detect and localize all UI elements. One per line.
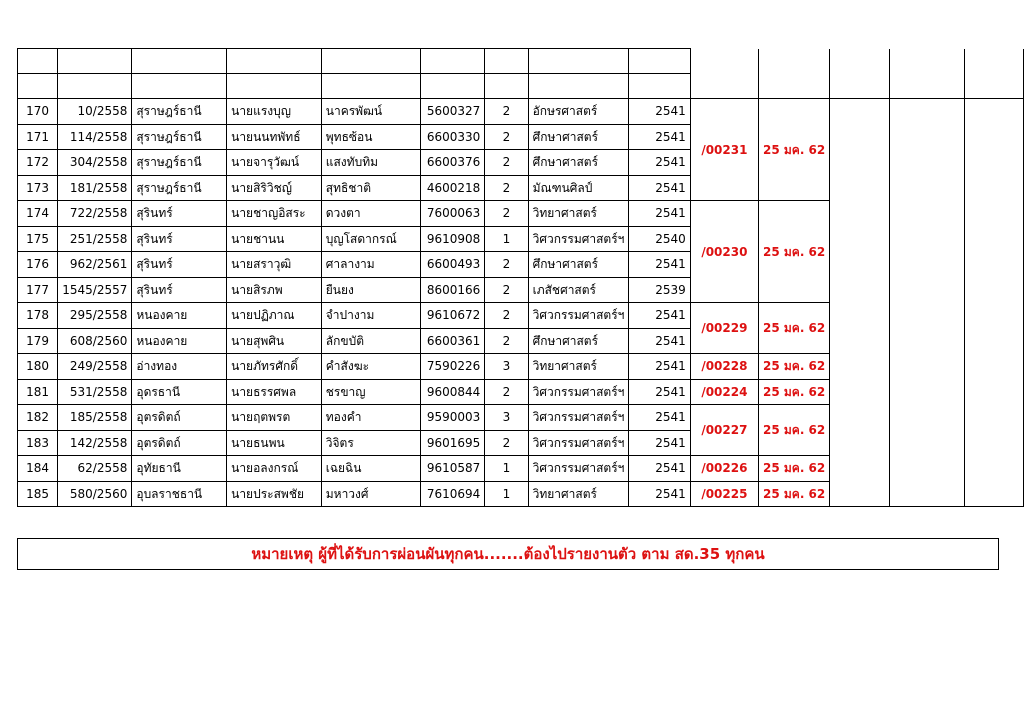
- cell-year: 2541: [629, 99, 690, 125]
- cell-last-name: ชรขาญ: [321, 379, 420, 405]
- cell-id: 9610908: [420, 226, 485, 252]
- note-text: หมายเหตุ ผู้ที่ได้รับการผ่อนผันทุกคน.......ต้องไปรายงานตัว ตาม สด.35 ทุกคน: [251, 545, 765, 563]
- cell-faculty: วิทยาศาสตร์: [528, 201, 629, 227]
- cell-first-name: นายนนทพัทธ์: [227, 124, 322, 150]
- cell-first-name: นายประสพชัย: [227, 481, 322, 507]
- cell-last-name: ลักขบัติ: [321, 328, 420, 354]
- cell-province: สุรินทร์: [132, 277, 227, 303]
- cell-grade: 2: [485, 99, 528, 125]
- cell-no: 174: [18, 201, 58, 227]
- cell-last-name: แสงทับทิม: [321, 150, 420, 176]
- cell-year: 2539: [629, 277, 690, 303]
- cell-letter-no: /00227: [690, 405, 758, 456]
- cell-order: 580/2560: [58, 481, 132, 507]
- cell-faculty: ศึกษาศาสตร์: [528, 252, 629, 278]
- cell-last-name: ทองคำ: [321, 405, 420, 431]
- cell-grade: 2: [485, 124, 528, 150]
- cell-province: สุราษฎร์ธานี: [132, 175, 227, 201]
- cell-letter-date: 25 มค. 62: [759, 405, 830, 456]
- cell-letter-no: /00225: [690, 481, 758, 507]
- cell-first-name: นายสราวุฒิ: [227, 252, 322, 278]
- cell-province: อุทัยธานี: [132, 456, 227, 482]
- cell-letter-no: /00224: [690, 379, 758, 405]
- table-row: [18, 99, 1024, 125]
- cell-first-name: นายอลงกรณ์: [227, 456, 322, 482]
- cell-order: 722/2558: [58, 201, 132, 227]
- cell-first-name: นายชานน: [227, 226, 322, 252]
- cell-last-name: จำปางาม: [321, 303, 420, 329]
- cell-year: 2541: [629, 252, 690, 278]
- cell-province: สุราษฎร์ธานี: [132, 99, 227, 125]
- cell-grade: 1: [485, 456, 528, 482]
- cell-id: 5600327: [420, 99, 485, 125]
- cell-order: 142/2558: [58, 430, 132, 456]
- cell-letter-no: /00230: [690, 201, 758, 303]
- cell-order: 1545/2557: [58, 277, 132, 303]
- cell-order: 304/2558: [58, 150, 132, 176]
- cell-year: 2541: [629, 379, 690, 405]
- cell-no: 171: [18, 124, 58, 150]
- cell-province: อุตรดิตถ์: [132, 430, 227, 456]
- cell-id: 6600361: [420, 328, 485, 354]
- cell-grade: 3: [485, 354, 528, 380]
- cell-first-name: นายชาญอิสระ: [227, 201, 322, 227]
- blank-column-cell: [889, 99, 964, 507]
- cell-grade: 2: [485, 150, 528, 176]
- cell-letter-date: 25 มค. 62: [759, 303, 830, 354]
- cell-order: 185/2558: [58, 405, 132, 431]
- cell-letter-no: /00226: [690, 456, 758, 482]
- cell-faculty: วิทยาศาสตร์: [528, 354, 629, 380]
- cell-id: 9610587: [420, 456, 485, 482]
- cell-last-name: มหาวงศ์: [321, 481, 420, 507]
- cell-year: 2541: [629, 303, 690, 329]
- cell-order: 608/2560: [58, 328, 132, 354]
- cell-last-name: วิจิตร: [321, 430, 420, 456]
- cell-no: 177: [18, 277, 58, 303]
- cell-order: 531/2558: [58, 379, 132, 405]
- cell-id: 7600063: [420, 201, 485, 227]
- cell-order: 114/2558: [58, 124, 132, 150]
- cell-letter-date: 25 มค. 62: [759, 379, 830, 405]
- cell-last-name: เฉยฉิน: [321, 456, 420, 482]
- cell-letter-date: 25 มค. 62: [759, 354, 830, 380]
- cell-id: 8600166: [420, 277, 485, 303]
- cell-province: อ่างทอง: [132, 354, 227, 380]
- cell-id: 6600493: [420, 252, 485, 278]
- cell-no: 179: [18, 328, 58, 354]
- cell-no: 182: [18, 405, 58, 431]
- cell-no: 176: [18, 252, 58, 278]
- cell-province: สุรินทร์: [132, 226, 227, 252]
- cell-faculty: วิศวกรรมศาสตร์ฯ: [528, 379, 629, 405]
- cell-first-name: นายสิรภพ: [227, 277, 322, 303]
- cell-faculty: ศึกษาศาสตร์: [528, 328, 629, 354]
- cell-last-name: พุทธซ้อน: [321, 124, 420, 150]
- cell-first-name: นายจารุวัฒน์: [227, 150, 322, 176]
- cell-id: 7610694: [420, 481, 485, 507]
- cell-last-name: คำสังฆะ: [321, 354, 420, 380]
- cell-grade: 2: [485, 252, 528, 278]
- cell-letter-no: /00231: [690, 99, 758, 201]
- cell-letter-date: 25 มค. 62: [759, 99, 830, 201]
- cell-letter-no: /00229: [690, 303, 758, 354]
- note-box: [17, 538, 999, 570]
- cell-faculty: วิศวกรรมศาสตร์ฯ: [528, 456, 629, 482]
- cell-faculty: มัณฑนศิลป์: [528, 175, 629, 201]
- cell-year: 2541: [629, 150, 690, 176]
- cell-province: สุราษฎร์ธานี: [132, 150, 227, 176]
- blank-column-cell: [830, 99, 889, 507]
- cell-order: 962/2561: [58, 252, 132, 278]
- cell-year: 2541: [629, 124, 690, 150]
- cell-order: 10/2558: [58, 99, 132, 125]
- cell-province: อุตรดิตถ์: [132, 405, 227, 431]
- cell-faculty: เภสัชศาสตร์: [528, 277, 629, 303]
- cell-province: หนองคาย: [132, 328, 227, 354]
- cell-year: 2541: [629, 481, 690, 507]
- cell-id: 7590226: [420, 354, 485, 380]
- cell-no: 181: [18, 379, 58, 405]
- cell-id: 9590003: [420, 405, 485, 431]
- cell-year: 2541: [629, 430, 690, 456]
- cell-year: 2541: [629, 456, 690, 482]
- cell-first-name: นายภัทรศักดิ์: [227, 354, 322, 380]
- cell-grade: 2: [485, 277, 528, 303]
- cell-id: 6600330: [420, 124, 485, 150]
- cell-year: 2541: [629, 201, 690, 227]
- cell-order: 181/2558: [58, 175, 132, 201]
- cell-faculty: วิทยาศาสตร์: [528, 481, 629, 507]
- cell-grade: 3: [485, 405, 528, 431]
- cell-no: 180: [18, 354, 58, 380]
- cell-first-name: นายสุพศิน: [227, 328, 322, 354]
- cell-grade: 1: [485, 226, 528, 252]
- cell-no: 173: [18, 175, 58, 201]
- cell-letter-no: /00228: [690, 354, 758, 380]
- cell-last-name: ดวงตา: [321, 201, 420, 227]
- cell-faculty: อักษรศาสตร์: [528, 99, 629, 125]
- cell-last-name: บุญโสดากรณ์: [321, 226, 420, 252]
- cell-order: 251/2558: [58, 226, 132, 252]
- cell-faculty: วิศวกรรมศาสตร์ฯ: [528, 405, 629, 431]
- cell-faculty: วิศวกรรมศาสตร์ฯ: [528, 303, 629, 329]
- cell-year: 2540: [629, 226, 690, 252]
- cell-grade: 2: [485, 175, 528, 201]
- cell-no: 175: [18, 226, 58, 252]
- cell-id: 6600376: [420, 150, 485, 176]
- cell-no: 172: [18, 150, 58, 176]
- cell-province: อุบลราชธานี: [132, 481, 227, 507]
- cell-no: 185: [18, 481, 58, 507]
- cell-province: อุดรธานี: [132, 379, 227, 405]
- cell-grade: 2: [485, 379, 528, 405]
- cell-first-name: นายธรรศพล: [227, 379, 322, 405]
- cell-first-name: นายธนพน: [227, 430, 322, 456]
- cell-grade: 2: [485, 201, 528, 227]
- cell-first-name: นายแรงบุญ: [227, 99, 322, 125]
- cell-letter-date: 25 มค. 62: [759, 481, 830, 507]
- cell-grade: 2: [485, 328, 528, 354]
- cell-first-name: นายฤตพรต: [227, 405, 322, 431]
- cell-faculty: ศึกษาศาสตร์: [528, 150, 629, 176]
- cell-no: 178: [18, 303, 58, 329]
- cell-faculty: วิศวกรรมศาสตร์ฯ: [528, 226, 629, 252]
- cell-grade: 1: [485, 481, 528, 507]
- cell-faculty: วิศวกรรมศาสตร์ฯ: [528, 430, 629, 456]
- cell-faculty: ศึกษาศาสตร์: [528, 124, 629, 150]
- cell-year: 2541: [629, 354, 690, 380]
- cell-last-name: นาครพัฒน์: [321, 99, 420, 125]
- cell-id: 9610672: [420, 303, 485, 329]
- cell-last-name: ยืนยง: [321, 277, 420, 303]
- cell-order: 295/2558: [58, 303, 132, 329]
- cell-province: หนองคาย: [132, 303, 227, 329]
- cell-last-name: ศาลางาม: [321, 252, 420, 278]
- cell-grade: 2: [485, 430, 528, 456]
- cell-order: 62/2558: [58, 456, 132, 482]
- cell-last-name: สุทธิชาติ: [321, 175, 420, 201]
- cell-letter-date: 25 มค. 62: [759, 201, 830, 303]
- cell-province: สุรินทร์: [132, 252, 227, 278]
- cell-year: 2541: [629, 328, 690, 354]
- cell-letter-date: 25 มค. 62: [759, 456, 830, 482]
- cell-no: 170: [18, 99, 58, 125]
- header-blank-row: [18, 49, 1024, 74]
- blank-column-cell: [964, 99, 1023, 507]
- cell-no: 183: [18, 430, 58, 456]
- cell-id: 4600218: [420, 175, 485, 201]
- cell-year: 2541: [629, 175, 690, 201]
- cell-order: 249/2558: [58, 354, 132, 380]
- cell-first-name: นายปฏิภาณ: [227, 303, 322, 329]
- cell-province: สุราษฎร์ธานี: [132, 124, 227, 150]
- cell-first-name: นายสิริวิชญ์: [227, 175, 322, 201]
- deferment-table: [17, 48, 1024, 507]
- cell-grade: 2: [485, 303, 528, 329]
- cell-id: 9601695: [420, 430, 485, 456]
- cell-year: 2541: [629, 405, 690, 431]
- cell-province: สุรินทร์: [132, 201, 227, 227]
- cell-id: 9600844: [420, 379, 485, 405]
- cell-no: 184: [18, 456, 58, 482]
